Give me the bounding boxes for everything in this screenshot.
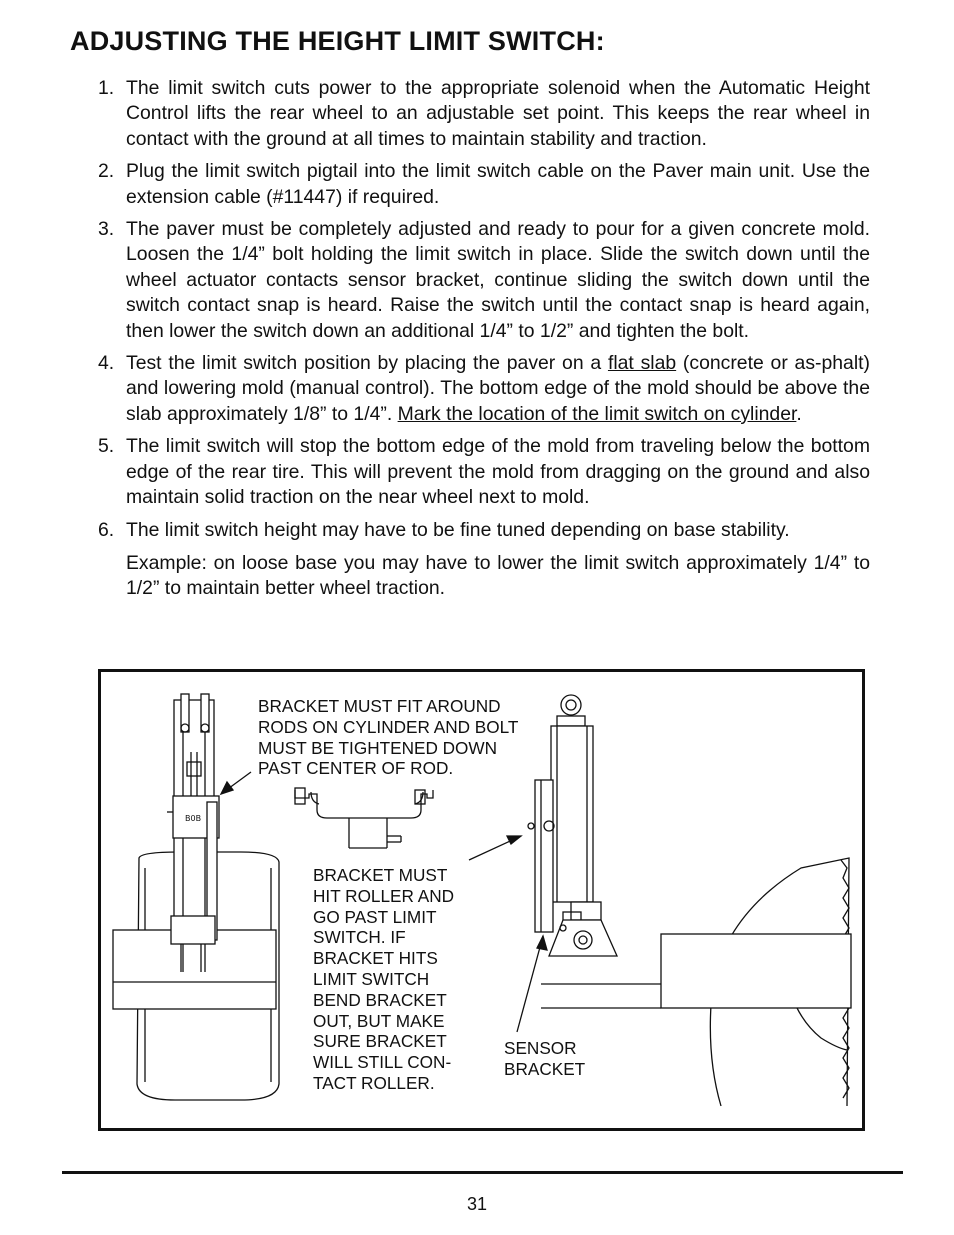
cylinder-right — [528, 695, 617, 956]
step-number: 6. — [98, 518, 115, 541]
callout-sensor-bracket — [504, 1038, 585, 1080]
step-item — [98, 159, 870, 210]
step-text — [126, 159, 870, 210]
callout-line: RODS ON CYLINDER AND BOLT — [258, 716, 519, 737]
step-example: Example: on loose base you may have to lower the limit switch approximately 1/4” to 1/2” to maintain better wheel traction. — [126, 551, 870, 600]
step-number: 1. — [98, 77, 115, 99]
page-title: ADJUSTING THE HEIGHT LIMIT SWITCH: — [70, 26, 605, 56]
step-item — [98, 217, 870, 344]
step-text — [126, 518, 870, 543]
callout-line: BEND BRACKET — [313, 989, 447, 1010]
pointer-arrow-bracket-hit — [469, 836, 521, 860]
callout-line: BRACKET HITS — [313, 948, 438, 969]
footer-rule — [62, 1171, 903, 1174]
callout-line: BRACKET — [504, 1058, 586, 1079]
emphasized-text: Mark the location of the limit switch on cylinder — [397, 402, 797, 425]
step-item — [98, 351, 870, 427]
step-text — [126, 217, 870, 344]
emphasized-text: flat slab — [607, 352, 677, 375]
callout-bracket-hit — [313, 865, 454, 1094]
pointer-arrow-bracket-fit — [221, 772, 251, 794]
step-number: 2. — [98, 160, 115, 183]
callout-line: BRACKET MUST FIT AROUND — [258, 696, 501, 716]
step-text — [126, 434, 870, 510]
callout-line: OUT, BUT MAKE — [313, 1010, 445, 1031]
page-number: 31 — [466, 1194, 488, 1214]
step-text-segment: Plug the limit switch pigtail into the limit switch cable on the Paver main unit. Use the extension cable (#11447) if required. — [126, 160, 870, 208]
callout-line: WILL STILL CON- — [313, 1052, 452, 1073]
step-text-segment: The limit switch will stop the bottom edge of the mold from traveling below the bottom edge of the rear tire. This will prevent the mold from dragging on the ground and also maintain solid traction on the near wheel next to mold. — [126, 435, 870, 509]
step-text-segment: . — [796, 402, 802, 425]
step-item — [98, 434, 870, 510]
callout-line: PAST CENTER OF ROD. — [258, 758, 454, 779]
step-text-segment: (concrete or as-phalt) and lowering mold (manual control). The bottom edge of the mold should be above the slab approximately 1/8” to 1/4”. — [126, 352, 870, 425]
cylinder-left — [167, 694, 219, 972]
step-number: 4. — [98, 352, 115, 375]
step-text-segment: Test the limit switch position by placing the paver on a — [126, 352, 608, 375]
callout-line: TACT ROLLER. — [313, 1072, 435, 1093]
step-text — [126, 76, 870, 152]
callout-line: BRACKET MUST — [313, 865, 448, 885]
callout-line: LIMIT SWITCH — [313, 968, 430, 989]
step-item — [98, 518, 870, 602]
limit-switch-diagram — [98, 669, 865, 1131]
step-text-segment: The limit switch cuts power to the appropriate solenoid when the Automatic Height Control lifts the rear wheel to an adjustable set point. This keeps the rear wheel in contact with the ground at all times to maintain stability and traction. — [126, 77, 870, 150]
step-number: 5. — [98, 435, 115, 458]
callout-line: GO PAST LIMIT — [313, 906, 437, 927]
callout-line: SENSOR — [504, 1038, 577, 1058]
step-number: 3. — [98, 218, 115, 241]
step-item — [98, 76, 870, 152]
callout-bracket-fit — [258, 696, 518, 779]
bracket-detail — [295, 788, 433, 848]
step-text-segment: The limit switch height may have to be fine tuned depending on base stability. — [126, 518, 790, 541]
step-text — [126, 351, 870, 427]
step-text-segment: The paver must be completely adjusted and ready to pour for a given concrete mold. Loosen the 1/4” bolt holding the limit switch in place. Slide the switch down until the wheel actuator contacts sensor bracket, continue sliding the switch down until the switch contact snap is heard. Raise the switch until the contact snap is heard again, then lower the switch down an additional 1/4” to 1/2” and tighten the bolt. — [126, 218, 870, 342]
callout-line: SURE BRACKET — [313, 1031, 447, 1052]
callout-line: HIT ROLLER AND — [313, 885, 455, 906]
callout-line: SWITCH. IF — [313, 927, 406, 948]
callout-line: MUST BE TIGHTENED DOWN — [258, 737, 498, 758]
instruction-list — [98, 76, 870, 609]
svg-text:B0B: B0B — [185, 814, 202, 823]
